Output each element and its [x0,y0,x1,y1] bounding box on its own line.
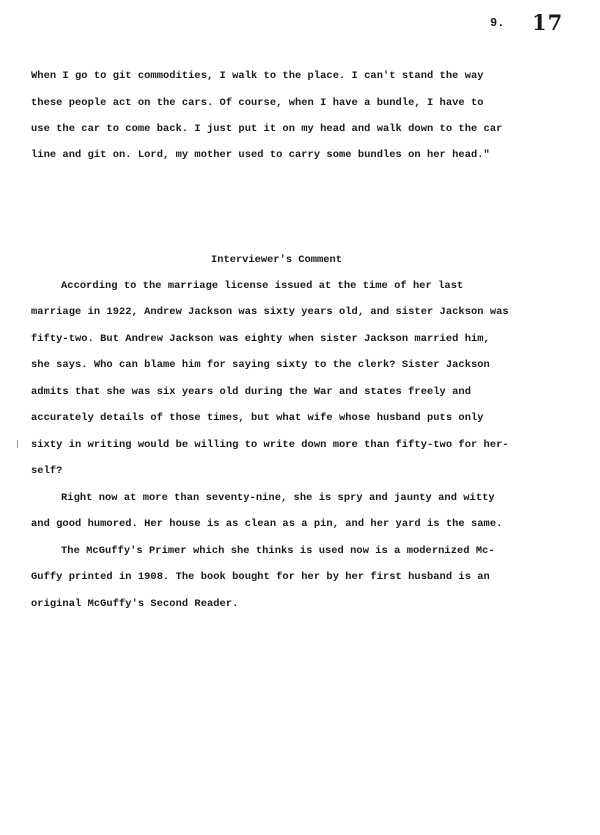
text-line: line and git on. Lord, my mother used to carry some bundles on her head." [31,149,490,161]
margin-mark [17,440,18,448]
text-line: she says. Who can blame him for saying sixty to the clerk? Sister Jackson [31,359,490,371]
text-line: these people act on the cars. Of course, when I have a bundle, I have to [31,97,484,109]
text-line: marriage in 1922, Andrew Jackson was sixty years old, and sister Jackson was [31,306,509,318]
text-line: accurately details of those times, but what wife whose husband puts only [31,412,484,424]
text-line: fifty-two. But Andrew Jackson was eighty when sister Jackson married him, [31,333,490,345]
typed-page-number: 9. [490,16,505,30]
text-line: admits that she was six years old during the War and states freely and [31,386,471,398]
text-line: Guffy printed in 1908. The book bought for her by her first husband is an [31,571,490,583]
text-line: The McGuffy's Primer which she thinks is used now is a modernized Mc- [61,545,495,557]
text-line: Right now at more than seventy-nine, she is spry and jaunty and witty [61,492,495,504]
handwritten-page-number: 17 [532,10,564,35]
text-line: self? [31,465,63,477]
section-heading: Interviewer's Comment [211,254,342,266]
text-line: use the car to come back. I just put it on my head and walk down to the car [31,123,503,135]
text-line: According to the marriage license issued at the time of her last [61,280,464,292]
text-line: and good humored. Her house is as clean as a pin, and her yard is the same. [31,518,503,530]
text-line: sixty in writing would be willing to write down more than fifty-two for her- [31,439,509,451]
text-line: original McGuffy's Second Reader. [31,598,239,610]
text-line: When I go to git commodities, I walk to the place. I can't stand the way [31,70,484,82]
